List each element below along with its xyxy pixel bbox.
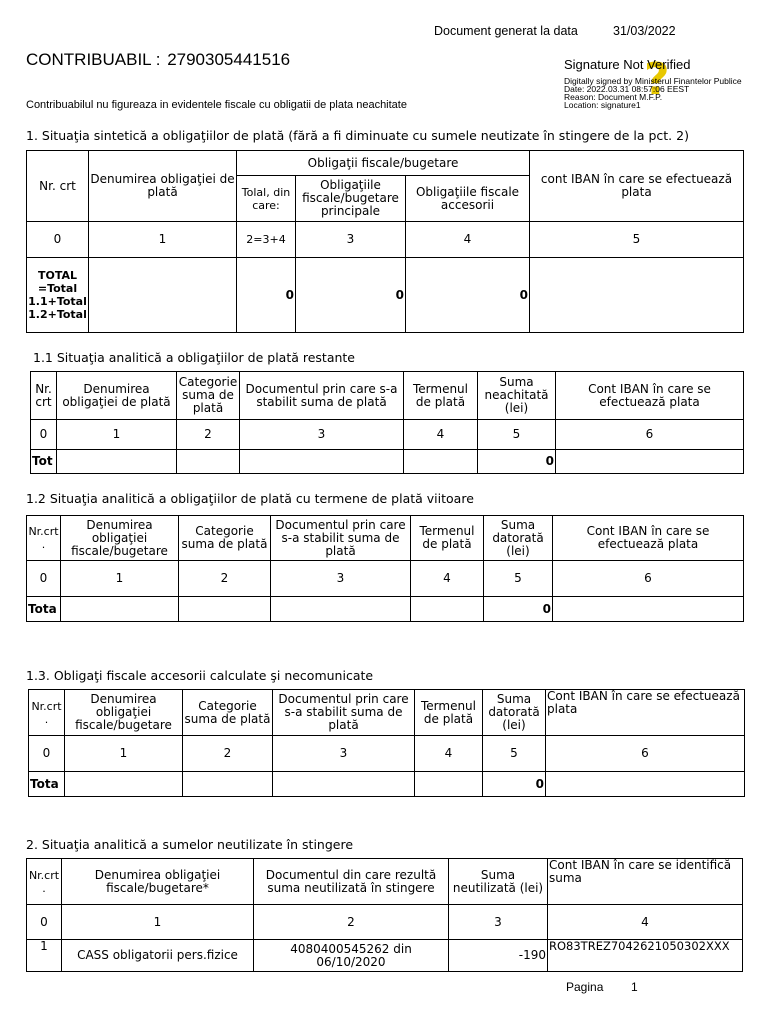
s2-row-document: 4080400545262 din 06/10/2020 [254, 940, 449, 972]
s13-header-cell: Categorie suma de plată [183, 690, 273, 736]
section13-table [28, 689, 745, 797]
s2-index-cell: 3 [449, 905, 548, 940]
s12-index-cell: 6 [553, 561, 744, 597]
s11-header-cell: Documentul prin care s-a stabilit suma de plată [240, 372, 404, 420]
s11-empty-cell [57, 450, 177, 474]
s11-index-cell: 6 [556, 420, 744, 450]
s13-header-cell: Suma datorată (lei) [483, 690, 546, 736]
s1-header-principale: Obligaţiile fiscale/bugetare principale [296, 176, 406, 222]
s2-header-cell: Denumirea obligaţiei fiscale/bugetare* [62, 859, 254, 905]
s2-row-denumire: CASS obligatorii pers.fizice [62, 940, 254, 972]
signature-line-2: Date: 2022.03.31 08:57:06 EEST [564, 84, 690, 94]
s11-header-cell: Suma neachitată (lei) [478, 372, 556, 420]
s13-empty-cell [273, 772, 415, 797]
s1-index-cell: 3 [296, 222, 406, 258]
s11-header-cell: Termenul de plată [404, 372, 478, 420]
s13-empty-cell [183, 772, 273, 797]
signature-title: Signature Not Verified [564, 57, 691, 72]
s2-index-cell: 1 [62, 905, 254, 940]
s1-header-total: Tolal, din care: [237, 176, 296, 222]
s1-header-denumire: Denumirea obligaţiei de plată [89, 151, 237, 222]
s12-header-cell: Termenul de plată [411, 516, 484, 561]
s1-header-accesorii: Obligaţiile fiscale accesorii [406, 176, 530, 222]
s1-total-value: 0 [237, 258, 296, 333]
s11-index-cell: 4 [404, 420, 478, 450]
s12-header-cell: Cont IBAN în care se efectuează plata [553, 516, 744, 561]
section12-table [26, 515, 744, 622]
contribuabil-label: CONTRIBUABIL : [26, 50, 161, 69]
s13-index-cell: 5 [483, 736, 546, 772]
s1-empty-cell [89, 258, 237, 333]
s1-header-group: Obligaţii fiscale/bugetare [237, 151, 530, 176]
s13-header-cell: Nr.crt . [29, 690, 65, 736]
s12-total-label: Tota [27, 597, 61, 622]
s13-header-cell: Cont IBAN în care se efectuează plata [546, 690, 745, 736]
page-number: 1 [631, 980, 638, 994]
s11-empty-cell [240, 450, 404, 474]
s12-index-cell: 2 [179, 561, 271, 597]
signature-question-icon: ? [644, 54, 670, 105]
section12-title: 1.2 Situaţia analitică a obligaţiilor de plată cu termene de plată viitoare [26, 491, 474, 506]
section1-table [26, 150, 744, 333]
s2-row-nr: 1 [27, 940, 62, 972]
s2-header-cell: Suma neutilizată (lei) [449, 859, 548, 905]
s11-empty-cell [177, 450, 240, 474]
s12-header-cell: Denumirea obligaţiei fiscale/bugetare [61, 516, 179, 561]
generated-label: Document generat la data [434, 24, 578, 38]
s12-empty-cell [179, 597, 271, 622]
s13-index-cell: 1 [65, 736, 183, 772]
table-row [27, 940, 743, 972]
s2-index-cell: 4 [548, 905, 743, 940]
s12-header-cell: Nr.crt . [27, 516, 61, 561]
section2-table [26, 858, 743, 972]
s11-header-cell: Categorie suma de plată [177, 372, 240, 420]
s1-index-cell: 5 [530, 222, 744, 258]
s13-header-cell: Denumirea obligaţiei fiscale/bugetare [65, 690, 183, 736]
generated-date: 31/03/2022 [613, 24, 676, 38]
s2-header-cell: Documentul din care rezultă suma neutilizată în stingere [254, 859, 449, 905]
s11-header-cell: Denumirea obligaţiei de plată [57, 372, 177, 420]
s12-index-cell: 4 [411, 561, 484, 597]
s12-empty-cell [411, 597, 484, 622]
section1-title: 1. Situaţia sintetică a obligaţiilor de plată (fără a fi diminuate cu sumele neutizate în stingere de la pct. 2) [26, 128, 689, 143]
signature-line-4: Location: signature1 [564, 100, 641, 110]
s12-index-cell: 0 [27, 561, 61, 597]
s11-index-cell: 5 [478, 420, 556, 450]
s1-index-cell: 4 [406, 222, 530, 258]
s1-total-value: 0 [406, 258, 530, 333]
s13-empty-cell [546, 772, 745, 797]
s11-empty-cell [556, 450, 744, 474]
s13-empty-cell [65, 772, 183, 797]
s12-index-cell: 1 [61, 561, 179, 597]
s2-header-cell: Nr.crt . [27, 859, 62, 905]
s11-index-cell: 2 [177, 420, 240, 450]
s13-empty-cell [415, 772, 483, 797]
section11-table [30, 371, 744, 474]
section13-title: 1.3. Obligaţi fiscale accesorii calculate şi necomunicate [26, 668, 374, 683]
s11-header-cell: Nr. crt [31, 372, 57, 420]
s11-index-cell: 1 [57, 420, 177, 450]
s12-empty-cell [553, 597, 744, 622]
s1-total-label: TOTAL =Total 1.1+Total 1.2+Total [27, 258, 89, 333]
section2-title: 2. Situaţia analitică a sumelor neutilizate în stingere [26, 837, 354, 852]
s1-index-cell: 0 [27, 222, 89, 258]
s12-total-value: 0 [484, 597, 553, 622]
s12-header-cell: Suma datorată (lei) [484, 516, 553, 561]
s13-total-value: 0 [483, 772, 546, 797]
s11-index-cell: 0 [31, 420, 57, 450]
s13-header-cell: Termenul de plată [415, 690, 483, 736]
s12-header-cell: Documentul prin care s-a stabilit suma de plată [271, 516, 411, 561]
contribuabil-id: 2790305441516 [167, 50, 291, 69]
s2-header-cell: Cont IBAN în care se identifică suma [548, 859, 743, 905]
s13-index-cell: 4 [415, 736, 483, 772]
s12-empty-cell [271, 597, 411, 622]
section11-title: 1.1 Situaţia analitică a obligaţiilor de plată restante [33, 350, 355, 365]
s12-empty-cell [61, 597, 179, 622]
s1-index-cell: 2=3+4 [237, 222, 296, 258]
contribuabil-title [26, 50, 290, 70]
s2-row-suma: -190 [449, 940, 548, 972]
s1-total-value: 0 [296, 258, 406, 333]
s1-index-cell: 1 [89, 222, 237, 258]
s11-index-cell: 3 [240, 420, 404, 450]
s13-index-cell: 2 [183, 736, 273, 772]
signature-block [564, 56, 759, 112]
s13-total-label: Tota [29, 772, 65, 797]
s12-index-cell: 5 [484, 561, 553, 597]
notice-text: Contribuabilul nu figureaza in evidentele fiscale cu obligatii de plata neachitate [26, 99, 407, 111]
s2-row-iban: RO83TREZ7042621050302XXX [548, 940, 743, 972]
s13-header-cell: Documentul prin care s-a stabilit suma de plată [273, 690, 415, 736]
signature-line-3: Reason: Document M.F.P. [564, 92, 663, 102]
s11-header-cell: Cont IBAN în care se efectuează plata [556, 372, 744, 420]
s13-index-cell: 6 [546, 736, 745, 772]
s1-header-iban: cont IBAN în care se efectuează plata [530, 151, 744, 222]
s2-index-cell: 2 [254, 905, 449, 940]
s2-index-cell: 0 [27, 905, 62, 940]
page-label: Pagina [566, 980, 604, 994]
s11-total-value: 0 [478, 450, 556, 474]
s1-header-nr: Nr. crt [27, 151, 89, 222]
signature-line-1: Digitally signed by Ministerul Finantelor Publice [564, 76, 742, 86]
s13-index-cell: 3 [273, 736, 415, 772]
s11-empty-cell [404, 450, 478, 474]
s1-empty-cell [530, 258, 744, 333]
s13-index-cell: 0 [29, 736, 65, 772]
s12-index-cell: 3 [271, 561, 411, 597]
s12-header-cell: Categorie suma de plată [179, 516, 271, 561]
s11-total-label: Tot [31, 450, 57, 474]
